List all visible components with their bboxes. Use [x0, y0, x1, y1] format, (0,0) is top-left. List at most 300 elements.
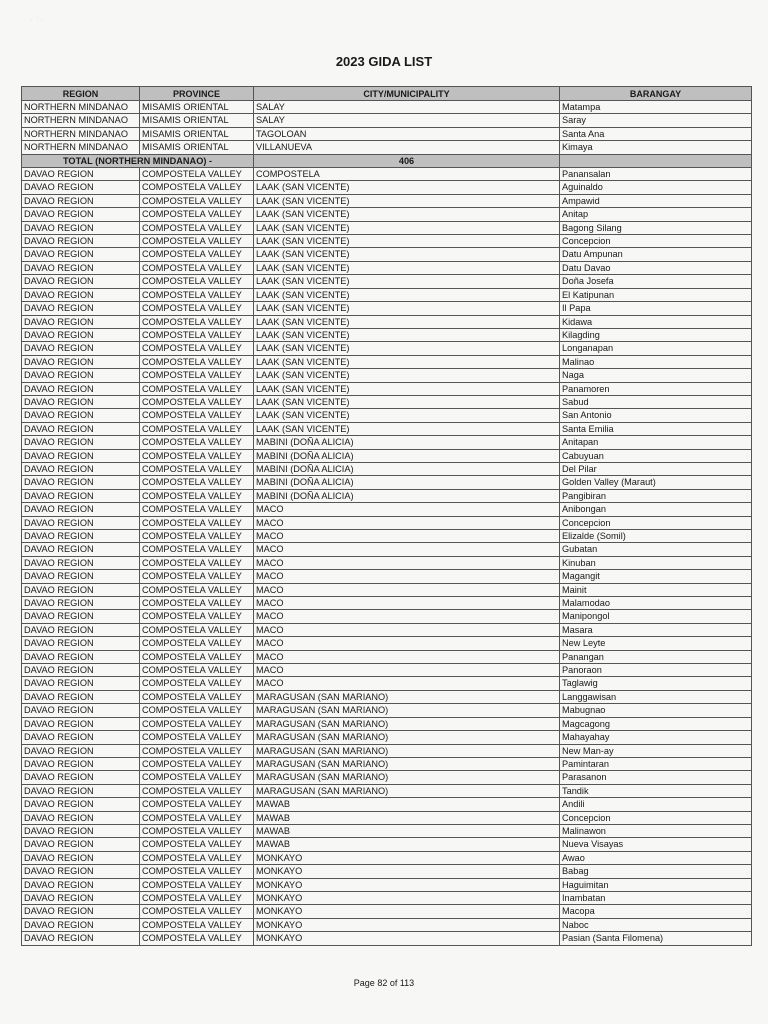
cell-province: MISAMIS ORIENTAL	[140, 127, 254, 140]
cell-barangay: Mabugnao	[560, 704, 752, 717]
cell-barangay: Macopa	[560, 905, 752, 918]
table-row	[22, 221, 752, 234]
cell-province: MISAMIS ORIENTAL	[140, 141, 254, 154]
table-row	[22, 275, 752, 288]
cell-province: COMPOSTELA VALLEY	[140, 516, 254, 529]
scan-speck: · ˙ ·	[30, 18, 43, 24]
cell-barangay: Anibongan	[560, 503, 752, 516]
cell-region: DAVAO REGION	[22, 355, 140, 368]
cell-city: LAAK (SAN VICENTE)	[254, 315, 560, 328]
cell-region: DAVAO REGION	[22, 731, 140, 744]
cell-city: COMPOSTELA	[254, 168, 560, 181]
cell-region: DAVAO REGION	[22, 744, 140, 757]
cell-barangay: New Man-ay	[560, 744, 752, 757]
cell-province: COMPOSTELA VALLEY	[140, 556, 254, 569]
cell-province: COMPOSTELA VALLEY	[140, 235, 254, 248]
cell-province: COMPOSTELA VALLEY	[140, 248, 254, 261]
cell-region: DAVAO REGION	[22, 449, 140, 462]
cell-region: DAVAO REGION	[22, 288, 140, 301]
table-row	[22, 328, 752, 341]
table-row	[22, 717, 752, 730]
cell-barangay: Masara	[560, 623, 752, 636]
header-barangay: BARANGAY	[560, 87, 752, 101]
table-row	[22, 650, 752, 663]
cell-province: COMPOSTELA VALLEY	[140, 731, 254, 744]
cell-barangay: Anitap	[560, 208, 752, 221]
table-row	[22, 449, 752, 462]
cell-city: LAAK (SAN VICENTE)	[254, 409, 560, 422]
cell-region: DAVAO REGION	[22, 757, 140, 770]
cell-province: COMPOSTELA VALLEY	[140, 623, 254, 636]
table-row	[22, 932, 752, 945]
cell-province: COMPOSTELA VALLEY	[140, 409, 254, 422]
cell-region: DAVAO REGION	[22, 476, 140, 489]
cell-barangay: Datu Ampunan	[560, 248, 752, 261]
cell-city: LAAK (SAN VICENTE)	[254, 235, 560, 248]
cell-city: MACO	[254, 664, 560, 677]
cell-province: COMPOSTELA VALLEY	[140, 757, 254, 770]
table-row	[22, 677, 752, 690]
cell-province: COMPOSTELA VALLEY	[140, 677, 254, 690]
table-row	[22, 583, 752, 596]
cell-province: COMPOSTELA VALLEY	[140, 704, 254, 717]
cell-city: LAAK (SAN VICENTE)	[254, 302, 560, 315]
cell-region: DAVAO REGION	[22, 261, 140, 274]
cell-region: DAVAO REGION	[22, 824, 140, 837]
table-row	[22, 556, 752, 569]
table-row	[22, 141, 752, 154]
cell-province: COMPOSTELA VALLEY	[140, 690, 254, 703]
cell-province: COMPOSTELA VALLEY	[140, 878, 254, 891]
cell-barangay: Matampa	[560, 101, 752, 114]
cell-barangay: Naga	[560, 369, 752, 382]
table-row	[22, 395, 752, 408]
cell-city: MABINI (DOÑA ALICIA)	[254, 462, 560, 475]
cell-barangay: Concepcion	[560, 516, 752, 529]
cell-city: MONKAYO	[254, 878, 560, 891]
table-row	[22, 181, 752, 194]
cell-region: DAVAO REGION	[22, 905, 140, 918]
cell-city: MARAGUSAN (SAN MARIANO)	[254, 757, 560, 770]
cell-province: COMPOSTELA VALLEY	[140, 650, 254, 663]
table-row	[22, 235, 752, 248]
cell-city: MACO	[254, 556, 560, 569]
cell-barangay: Gubatan	[560, 543, 752, 556]
cell-barangay: Golden Valley (Maraut)	[560, 476, 752, 489]
table-row	[22, 690, 752, 703]
table-row	[22, 422, 752, 435]
header-row	[22, 87, 752, 101]
cell-province: COMPOSTELA VALLEY	[140, 436, 254, 449]
cell-province: COMPOSTELA VALLEY	[140, 851, 254, 864]
cell-province: COMPOSTELA VALLEY	[140, 476, 254, 489]
cell-region: DAVAO REGION	[22, 302, 140, 315]
cell-barangay: San Antonio	[560, 409, 752, 422]
cell-province: COMPOSTELA VALLEY	[140, 302, 254, 315]
cell-city: MACO	[254, 583, 560, 596]
cell-barangay: Haguimitan	[560, 878, 752, 891]
cell-province: COMPOSTELA VALLEY	[140, 932, 254, 945]
table-row	[22, 436, 752, 449]
cell-city: LAAK (SAN VICENTE)	[254, 248, 560, 261]
cell-city: VILLANUEVA	[254, 141, 560, 154]
cell-barangay: Mainit	[560, 583, 752, 596]
cell-city: MARAGUSAN (SAN MARIANO)	[254, 704, 560, 717]
table-row	[22, 168, 752, 181]
table-row	[22, 610, 752, 623]
table-row	[22, 851, 752, 864]
cell-province: MISAMIS ORIENTAL	[140, 114, 254, 127]
cell-city: LAAK (SAN VICENTE)	[254, 194, 560, 207]
cell-region: DAVAO REGION	[22, 462, 140, 475]
cell-province: COMPOSTELA VALLEY	[140, 208, 254, 221]
cell-barangay: Tandik	[560, 784, 752, 797]
cell-province: COMPOSTELA VALLEY	[140, 530, 254, 543]
cell-province: COMPOSTELA VALLEY	[140, 798, 254, 811]
table-body-bottom	[22, 168, 752, 946]
table-row	[22, 905, 752, 918]
cell-city: MABINI (DOÑA ALICIA)	[254, 489, 560, 502]
cell-barangay: Andili	[560, 798, 752, 811]
cell-city: MONKAYO	[254, 905, 560, 918]
cell-city: MARAGUSAN (SAN MARIANO)	[254, 771, 560, 784]
cell-province: COMPOSTELA VALLEY	[140, 355, 254, 368]
table-row	[22, 811, 752, 824]
cell-region: DAVAO REGION	[22, 932, 140, 945]
cell-city: MONKAYO	[254, 891, 560, 904]
cell-city: MACO	[254, 516, 560, 529]
cell-region: DAVAO REGION	[22, 395, 140, 408]
cell-city: MARAGUSAN (SAN MARIANO)	[254, 717, 560, 730]
cell-barangay: Manipongol	[560, 610, 752, 623]
cell-region: DAVAO REGION	[22, 194, 140, 207]
cell-city: LAAK (SAN VICENTE)	[254, 288, 560, 301]
cell-barangay: New Leyte	[560, 637, 752, 650]
cell-barangay: Pamintaran	[560, 757, 752, 770]
cell-region: DAVAO REGION	[22, 248, 140, 261]
cell-city: LAAK (SAN VICENTE)	[254, 221, 560, 234]
cell-city: LAAK (SAN VICENTE)	[254, 181, 560, 194]
cell-barangay: Concepcion	[560, 235, 752, 248]
cell-region: DAVAO REGION	[22, 878, 140, 891]
table-row	[22, 878, 752, 891]
table-row	[22, 248, 752, 261]
cell-region: DAVAO REGION	[22, 623, 140, 636]
cell-region: DAVAO REGION	[22, 543, 140, 556]
cell-barangay: Bagong Silang	[560, 221, 752, 234]
cell-region: NORTHERN MINDANAO	[22, 127, 140, 140]
cell-province: COMPOSTELA VALLEY	[140, 422, 254, 435]
table-row	[22, 489, 752, 502]
cell-region: DAVAO REGION	[22, 328, 140, 341]
cell-region: DAVAO REGION	[22, 583, 140, 596]
cell-province: COMPOSTELA VALLEY	[140, 905, 254, 918]
cell-city: LAAK (SAN VICENTE)	[254, 382, 560, 395]
cell-province: COMPOSTELA VALLEY	[140, 462, 254, 475]
cell-city: MAWAB	[254, 824, 560, 837]
cell-barangay: Il Papa	[560, 302, 752, 315]
table-row	[22, 543, 752, 556]
table-row	[22, 704, 752, 717]
cell-region: DAVAO REGION	[22, 516, 140, 529]
table-row	[22, 865, 752, 878]
cell-city: LAAK (SAN VICENTE)	[254, 328, 560, 341]
table-row	[22, 369, 752, 382]
cell-region: DAVAO REGION	[22, 315, 140, 328]
cell-barangay: Kidawa	[560, 315, 752, 328]
cell-city: MACO	[254, 503, 560, 516]
cell-barangay: Cabuyuan	[560, 449, 752, 462]
table-row	[22, 462, 752, 475]
cell-region: DAVAO REGION	[22, 838, 140, 851]
total-blank	[560, 154, 752, 167]
cell-barangay: Panangan	[560, 650, 752, 663]
cell-city: MARAGUSAN (SAN MARIANO)	[254, 731, 560, 744]
cell-barangay: Kimaya	[560, 141, 752, 154]
cell-city: MACO	[254, 677, 560, 690]
table-row	[22, 208, 752, 221]
cell-region: DAVAO REGION	[22, 235, 140, 248]
cell-barangay: Anitapan	[560, 436, 752, 449]
cell-barangay: Del Pilar	[560, 462, 752, 475]
cell-city: MAWAB	[254, 838, 560, 851]
cell-province: COMPOSTELA VALLEY	[140, 744, 254, 757]
cell-region: DAVAO REGION	[22, 717, 140, 730]
cell-city: MONKAYO	[254, 932, 560, 945]
cell-barangay: Concepcion	[560, 811, 752, 824]
cell-barangay: Ampawid	[560, 194, 752, 207]
table-row	[22, 731, 752, 744]
cell-region: DAVAO REGION	[22, 650, 140, 663]
cell-region: DAVAO REGION	[22, 570, 140, 583]
cell-city: MACO	[254, 650, 560, 663]
cell-region: DAVAO REGION	[22, 690, 140, 703]
cell-province: COMPOSTELA VALLEY	[140, 838, 254, 851]
cell-region: DAVAO REGION	[22, 891, 140, 904]
cell-region: DAVAO REGION	[22, 342, 140, 355]
table-row	[22, 194, 752, 207]
cell-city: MONKAYO	[254, 918, 560, 931]
cell-city: MACO	[254, 543, 560, 556]
cell-region: NORTHERN MINDANAO	[22, 141, 140, 154]
cell-province: COMPOSTELA VALLEY	[140, 328, 254, 341]
cell-barangay: Inambatan	[560, 891, 752, 904]
table-row	[22, 891, 752, 904]
cell-barangay: Panamoren	[560, 382, 752, 395]
gida-table	[21, 86, 752, 946]
cell-city: SALAY	[254, 114, 560, 127]
cell-region: DAVAO REGION	[22, 409, 140, 422]
cell-province: COMPOSTELA VALLEY	[140, 543, 254, 556]
cell-region: DAVAO REGION	[22, 422, 140, 435]
cell-barangay: Parasanon	[560, 771, 752, 784]
cell-city: LAAK (SAN VICENTE)	[254, 395, 560, 408]
cell-region: DAVAO REGION	[22, 489, 140, 502]
cell-barangay: Saray	[560, 114, 752, 127]
cell-region: DAVAO REGION	[22, 382, 140, 395]
total-row	[22, 154, 752, 167]
cell-province: COMPOSTELA VALLEY	[140, 503, 254, 516]
cell-province: COMPOSTELA VALLEY	[140, 449, 254, 462]
cell-province: COMPOSTELA VALLEY	[140, 784, 254, 797]
cell-barangay: Elizalde (Somil)	[560, 530, 752, 543]
table-row	[22, 757, 752, 770]
table-row	[22, 127, 752, 140]
cell-province: COMPOSTELA VALLEY	[140, 610, 254, 623]
cell-city: MABINI (DOÑA ALICIA)	[254, 449, 560, 462]
cell-province: COMPOSTELA VALLEY	[140, 865, 254, 878]
cell-province: COMPOSTELA VALLEY	[140, 811, 254, 824]
cell-barangay: Kinuban	[560, 556, 752, 569]
cell-city: MONKAYO	[254, 851, 560, 864]
cell-region: DAVAO REGION	[22, 436, 140, 449]
cell-region: DAVAO REGION	[22, 811, 140, 824]
cell-barangay: Magcagong	[560, 717, 752, 730]
page-title: 2023 GIDA LIST	[335, 54, 433, 69]
cell-city: MONKAYO	[254, 865, 560, 878]
cell-region: DAVAO REGION	[22, 664, 140, 677]
table-row	[22, 637, 752, 650]
cell-province: COMPOSTELA VALLEY	[140, 194, 254, 207]
cell-barangay: Taglawig	[560, 677, 752, 690]
table-row	[22, 503, 752, 516]
cell-city: MACO	[254, 530, 560, 543]
cell-province: COMPOSTELA VALLEY	[140, 664, 254, 677]
cell-city: MABINI (DOÑA ALICIA)	[254, 436, 560, 449]
table-row	[22, 516, 752, 529]
cell-barangay: Panoraon	[560, 664, 752, 677]
table-row	[22, 597, 752, 610]
header-city: CITY/MUNICIPALITY	[254, 87, 560, 101]
table-row	[22, 342, 752, 355]
cell-city: MABINI (DOÑA ALICIA)	[254, 476, 560, 489]
cell-city: MARAGUSAN (SAN MARIANO)	[254, 784, 560, 797]
cell-province: COMPOSTELA VALLEY	[140, 382, 254, 395]
cell-province: MISAMIS ORIENTAL	[140, 101, 254, 114]
cell-city: TAGOLOAN	[254, 127, 560, 140]
cell-barangay: El Katipunan	[560, 288, 752, 301]
cell-barangay: Aguinaldo	[560, 181, 752, 194]
cell-city: MAWAB	[254, 811, 560, 824]
cell-barangay: Pangibiran	[560, 489, 752, 502]
cell-city: LAAK (SAN VICENTE)	[254, 208, 560, 221]
total-section	[22, 154, 752, 167]
table-row	[22, 570, 752, 583]
cell-city: MACO	[254, 623, 560, 636]
cell-province: COMPOSTELA VALLEY	[140, 395, 254, 408]
cell-province: COMPOSTELA VALLEY	[140, 288, 254, 301]
cell-city: MAWAB	[254, 798, 560, 811]
cell-city: LAAK (SAN VICENTE)	[254, 342, 560, 355]
cell-province: COMPOSTELA VALLEY	[140, 489, 254, 502]
cell-barangay: Malinawon	[560, 824, 752, 837]
cell-barangay: Langgawisan	[560, 690, 752, 703]
cell-province: COMPOSTELA VALLEY	[140, 637, 254, 650]
cell-barangay: Naboc	[560, 918, 752, 931]
cell-province: COMPOSTELA VALLEY	[140, 261, 254, 274]
cell-city: LAAK (SAN VICENTE)	[254, 261, 560, 274]
cell-barangay: Panansalan	[560, 168, 752, 181]
cell-barangay: Magangit	[560, 570, 752, 583]
cell-region: NORTHERN MINDANAO	[22, 101, 140, 114]
cell-province: COMPOSTELA VALLEY	[140, 918, 254, 931]
cell-region: DAVAO REGION	[22, 610, 140, 623]
page-number: Page 82 of 113	[353, 978, 415, 988]
cell-province: COMPOSTELA VALLEY	[140, 342, 254, 355]
cell-city: LAAK (SAN VICENTE)	[254, 275, 560, 288]
table-row	[22, 798, 752, 811]
table-row	[22, 771, 752, 784]
cell-city: LAAK (SAN VICENTE)	[254, 369, 560, 382]
cell-province: COMPOSTELA VALLEY	[140, 221, 254, 234]
cell-barangay: Awao	[560, 851, 752, 864]
cell-city: LAAK (SAN VICENTE)	[254, 422, 560, 435]
cell-region: DAVAO REGION	[22, 369, 140, 382]
cell-barangay: Datu Davao	[560, 261, 752, 274]
table-row	[22, 824, 752, 837]
cell-city: MACO	[254, 610, 560, 623]
table-row	[22, 664, 752, 677]
cell-region: DAVAO REGION	[22, 530, 140, 543]
cell-region: DAVAO REGION	[22, 798, 140, 811]
cell-region: DAVAO REGION	[22, 597, 140, 610]
cell-barangay: Longanapan	[560, 342, 752, 355]
total-label: TOTAL (NORTHERN MINDANAO) -	[22, 154, 254, 167]
cell-region: NORTHERN MINDANAO	[22, 114, 140, 127]
cell-region: DAVAO REGION	[22, 771, 140, 784]
cell-barangay: Doña Josefa	[560, 275, 752, 288]
table-row	[22, 623, 752, 636]
table-row	[22, 744, 752, 757]
cell-province: COMPOSTELA VALLEY	[140, 583, 254, 596]
cell-province: COMPOSTELA VALLEY	[140, 891, 254, 904]
cell-city: MACO	[254, 637, 560, 650]
cell-region: DAVAO REGION	[22, 221, 140, 234]
cell-province: COMPOSTELA VALLEY	[140, 717, 254, 730]
cell-city: SALAY	[254, 101, 560, 114]
cell-barangay: Kilagding	[560, 328, 752, 341]
cell-region: DAVAO REGION	[22, 704, 140, 717]
table-row	[22, 261, 752, 274]
cell-city: MARAGUSAN (SAN MARIANO)	[254, 690, 560, 703]
cell-region: DAVAO REGION	[22, 168, 140, 181]
table-row	[22, 101, 752, 114]
table-body-top	[22, 101, 752, 155]
table-row	[22, 530, 752, 543]
table-row	[22, 288, 752, 301]
cell-barangay: Santa Emilia	[560, 422, 752, 435]
cell-barangay: Santa Ana	[560, 127, 752, 140]
cell-region: DAVAO REGION	[22, 503, 140, 516]
table-row	[22, 355, 752, 368]
header-region: REGION	[22, 87, 140, 101]
cell-barangay: Malamodao	[560, 597, 752, 610]
cell-city: MARAGUSAN (SAN MARIANO)	[254, 744, 560, 757]
cell-region: DAVAO REGION	[22, 677, 140, 690]
table-row	[22, 315, 752, 328]
total-value: 406	[254, 154, 560, 167]
cell-region: DAVAO REGION	[22, 275, 140, 288]
header-province: PROVINCE	[140, 87, 254, 101]
cell-region: DAVAO REGION	[22, 181, 140, 194]
table-row	[22, 302, 752, 315]
table-row	[22, 838, 752, 851]
cell-barangay: Pasian (Santa Filomena)	[560, 932, 752, 945]
cell-province: COMPOSTELA VALLEY	[140, 570, 254, 583]
cell-province: COMPOSTELA VALLEY	[140, 597, 254, 610]
cell-province: COMPOSTELA VALLEY	[140, 275, 254, 288]
cell-region: DAVAO REGION	[22, 208, 140, 221]
